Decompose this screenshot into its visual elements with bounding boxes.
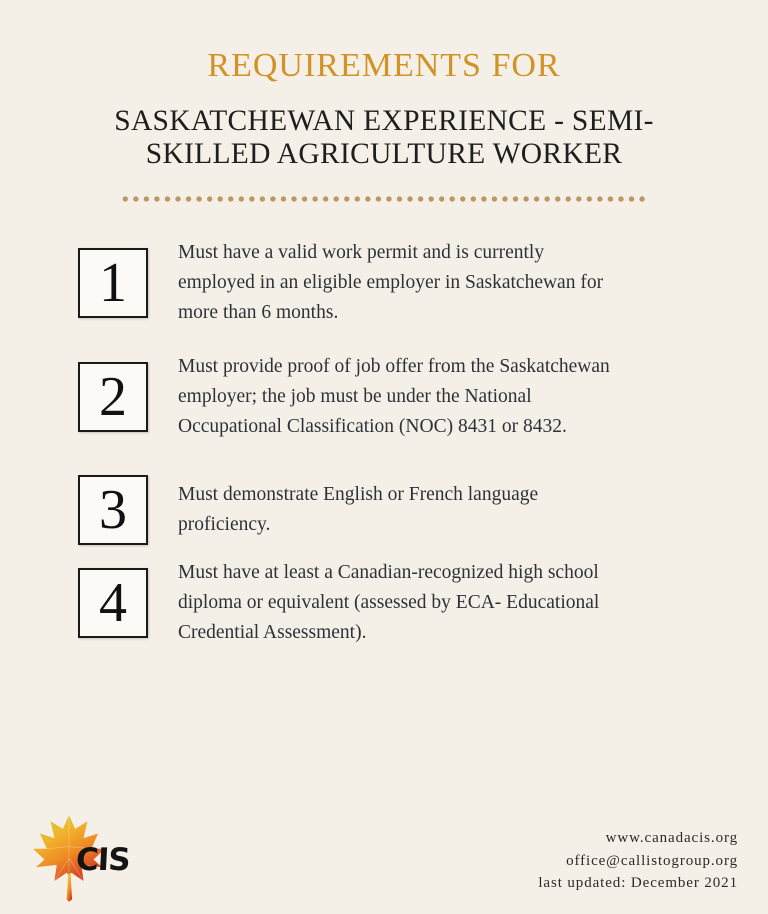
- requirement-item-1: [78, 238, 713, 328]
- dotted-divider: [120, 195, 648, 203]
- requirement-item-3: [78, 475, 713, 545]
- subtitle-line-2: SKILLED AGRICULTURE WORKER: [145, 138, 623, 170]
- logo-text: CIS: [75, 842, 131, 878]
- requirement-4-line-1: Must have at least a Canadian-recognized high school: [178, 562, 599, 583]
- requirement-2-line-1: Must provide proof of job offer from the Saskatchewan: [178, 356, 610, 377]
- requirement-number-box-2: [78, 362, 148, 432]
- logo: [28, 812, 158, 904]
- requirement-number-1: 1: [99, 252, 127, 314]
- requirement-number-3: 3: [99, 479, 127, 541]
- requirement-number-box-4: [78, 568, 148, 638]
- requirement-1-line-2: employed in an eligible employer in Saskatchewan for: [178, 272, 604, 293]
- requirement-1-line-3: more than 6 months.: [178, 302, 339, 323]
- last-updated-text: last updated: December 2021: [538, 875, 738, 891]
- requirement-1-line-1: Must have a valid work permit and is currently: [178, 242, 545, 263]
- requirement-number-box-3: [78, 475, 148, 545]
- requirement-text-2: [178, 352, 696, 442]
- page-subtitle: [0, 105, 768, 171]
- website-text: www.canadacis.org: [605, 830, 738, 846]
- requirement-item-4: [78, 558, 713, 648]
- requirement-number-4: 4: [99, 572, 127, 634]
- requirement-4-line-3: Credential Assessment).: [178, 622, 367, 643]
- requirement-text-3: [178, 480, 696, 540]
- requirement-2-line-3: Occupational Classification (NOC) 8431 or 8432.: [178, 416, 567, 437]
- requirement-item-2: [78, 352, 713, 442]
- requirement-3-line-2: proficiency.: [178, 514, 271, 535]
- email-text: office@callistogroup.org: [566, 852, 738, 869]
- requirement-text-4: [178, 558, 696, 648]
- requirement-4-line-2: diploma or equivalent (assessed by ECA- Educational: [178, 592, 600, 613]
- requirement-2-line-2: employer; the job must be under the National: [178, 386, 532, 407]
- requirement-number-box-1: [78, 248, 148, 318]
- requirement-3-line-1: Must demonstrate English or French language: [178, 484, 539, 505]
- requirement-number-2: 2: [99, 366, 127, 428]
- page-title: REQUIREMENTS FOR: [207, 47, 561, 84]
- subtitle-line-1: SASKATCHEWAN EXPERIENCE - SEMI-: [114, 105, 654, 137]
- contact-block: [538, 827, 738, 895]
- requirement-text-1: [178, 238, 696, 328]
- requirements-list: [78, 238, 713, 648]
